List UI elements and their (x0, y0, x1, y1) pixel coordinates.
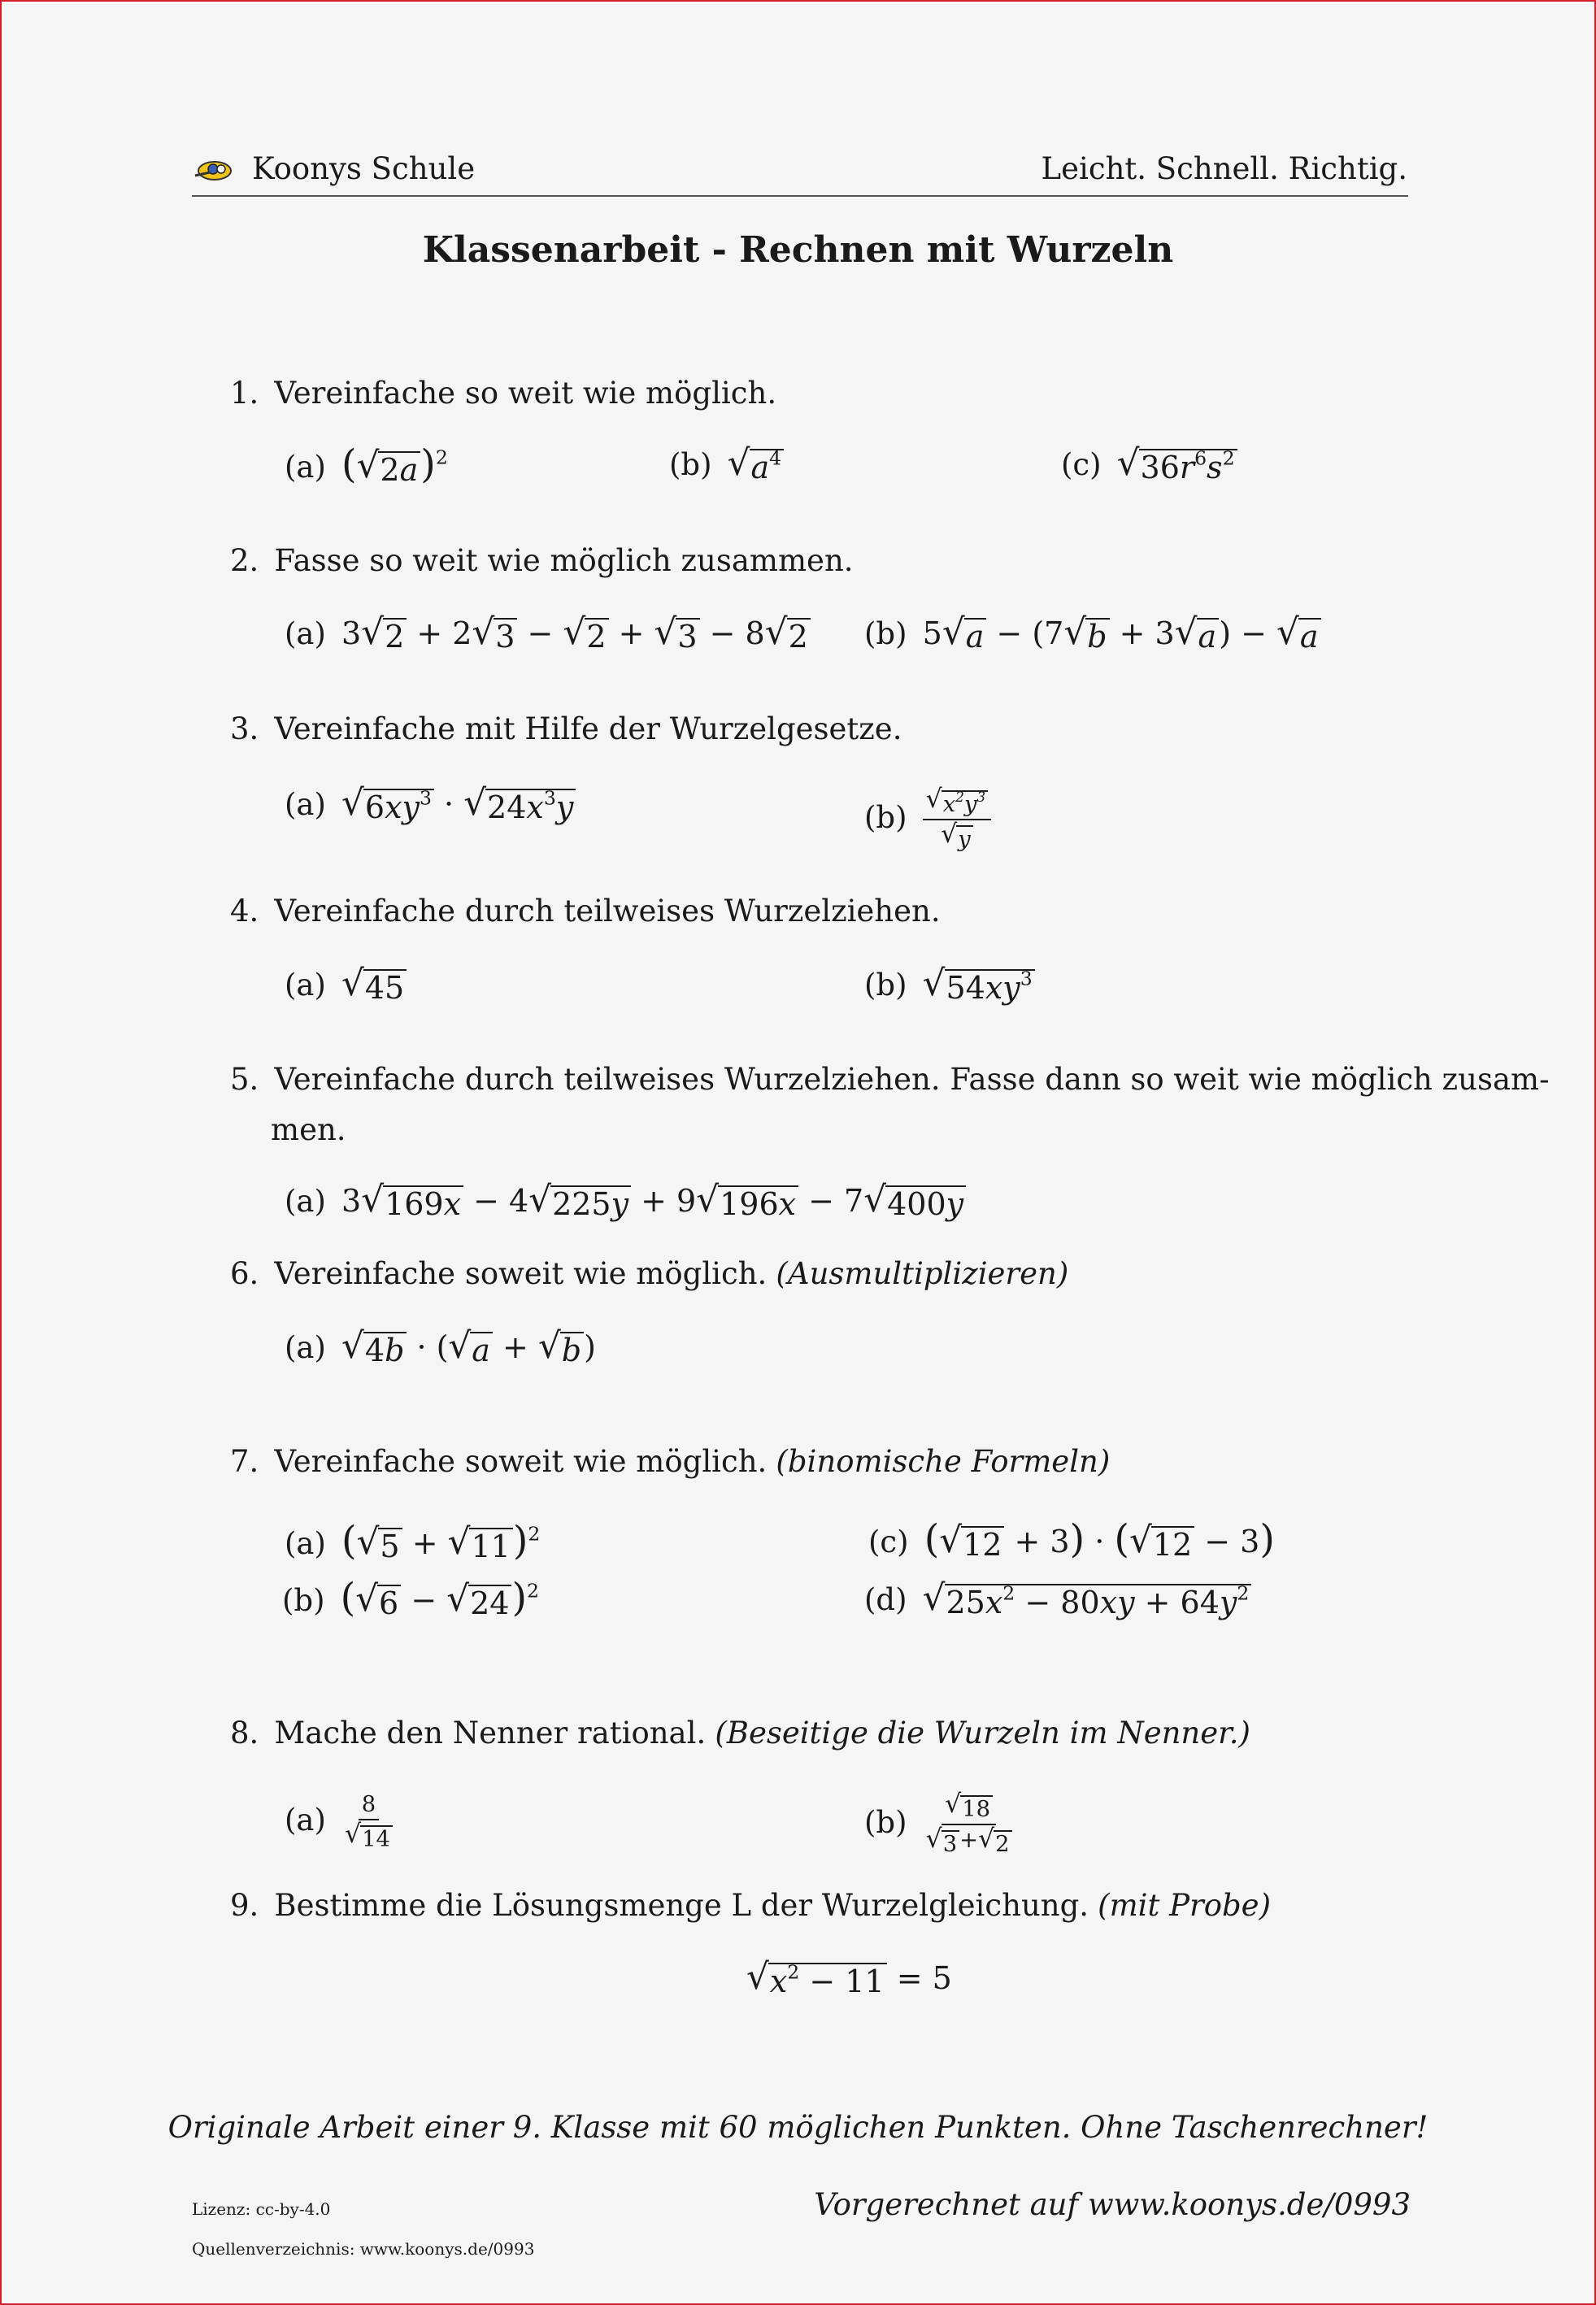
task-label: (a) (285, 787, 326, 822)
question-hint: (Beseitige die Wurzeln im Nenner.) (715, 1716, 1250, 1750)
task-label: (b) (669, 447, 712, 482)
question-9 (230, 1888, 1271, 1923)
question-3 (230, 711, 902, 746)
question-hint: (mit Probe) (1098, 1888, 1271, 1923)
question-text: Fasse so weit wie möglich zusammen. (274, 543, 854, 578)
task-label: (b) (282, 1583, 325, 1618)
task-7b: (b) ( √ 6 − √ 24 )$^2$ (282, 1576, 539, 1621)
task-1b: (b) √ $a^4$ (669, 446, 784, 486)
task-6a: (a) √ 4b · ( √ a + √ b ) (285, 1325, 596, 1368)
question-6 (230, 1256, 1068, 1291)
task-label: (a) (285, 1184, 326, 1219)
header-left (192, 151, 475, 186)
task-label: (c) (1061, 447, 1102, 482)
task-label: (d) (864, 1582, 907, 1617)
koonys-logo-icon (192, 153, 234, 185)
question-hint: (binomische Formeln) (776, 1444, 1111, 1479)
task-2b: (b) 5 √ a − (7 √ b + 3 √ a ) − √ a (864, 615, 1321, 655)
question-4 (230, 894, 941, 929)
task-4a: (a) √ 45 (285, 966, 407, 1007)
question-number: 8. (230, 1716, 259, 1750)
question-text: Bestimme die Lösungsmenge L der Wurzelgleichung. (274, 1888, 1089, 1923)
task-label: (b) (864, 799, 907, 835)
footer-note: Originale Arbeit einer 9. Klasse mit 60 möglichen Punkten. Ohne Taschenrechner! (167, 2110, 1429, 2145)
header-rule (192, 195, 1408, 197)
task-5a: (a) 3 √ 169x − 4 √ 225y + 9 √ 196x − 7 √ 400y (285, 1182, 966, 1223)
question-7 (230, 1444, 1110, 1479)
task-label: (a) (285, 616, 326, 651)
question-text: Vereinfache mit Hilfe der Wurzelgesetze. (274, 711, 902, 746)
task-3b: (b) √ $x^2y^3$ √ y (864, 787, 991, 853)
task-label: (a) (285, 450, 326, 485)
task-8a: (a) 8 √ 14 (285, 1792, 396, 1853)
question-number: 4. (230, 894, 259, 929)
question-number: 5. (230, 1062, 259, 1097)
question-text: Vereinfache durch teilweises Wurzelziehen. Fasse dann so weit wie möglich zusam- (274, 1062, 1550, 1097)
question-5-continued: men. (271, 1112, 346, 1147)
task-label: (a) (285, 968, 326, 1002)
task-label: (b) (864, 616, 907, 651)
task-2a: (a) 3 √ 2 + 2 √ 3 − √ 2 + √ 3 − 8 √ 2 (285, 615, 811, 655)
solution-link[interactable]: Vorgerechnet auf www.koonys.de/0993 (814, 2187, 1411, 2222)
question-hint: (Ausmultiplizieren) (776, 1256, 1069, 1291)
question-text: Vereinfache durch teilweises Wurzelziehen. (274, 894, 941, 929)
task-label: (a) (285, 1526, 326, 1561)
task-7c: (c) ( √ 12 + 3) · ( √ 12 − 3) (868, 1517, 1275, 1563)
task-1c: (c) √ $36r^6s^2$ (1061, 446, 1237, 486)
task-8b: (b) √ 18 √ 3 + √ 2 (864, 1792, 1015, 1858)
equation-9: √ $x^2 - 11$ = 5 (746, 1956, 952, 1999)
task-4b: (b) √ $54xy^3$ (864, 966, 1035, 1007)
question-2 (230, 543, 854, 578)
license-text: Lizenz: cc-by-4.0 (192, 2199, 331, 2219)
question-number: 9. (230, 1888, 259, 1923)
task-7a: (a) ( √ 5 + √ 11 )$^2$ (285, 1519, 541, 1564)
question-text: Vereinfache soweit wie möglich. (274, 1256, 768, 1291)
question-text: Vereinfache soweit wie möglich. (274, 1444, 768, 1479)
task-3a: (a) √ $6xy^3$ · √ $24x^3y$ (285, 785, 576, 826)
slogan: Leicht. Schnell. Richtig. (1041, 151, 1407, 186)
question-text: Vereinfache so weit wie möglich. (274, 376, 777, 411)
question-text: Mache den Nenner rational. (274, 1716, 707, 1750)
sources-text: Quellenverzeichnis: www.koonys.de/0993 (192, 2239, 535, 2259)
school-name: Koonys Schule (252, 151, 476, 186)
page-title: Klassenarbeit - Rechnen mit Wurzeln (422, 229, 1174, 271)
question-5 (230, 1062, 1550, 1097)
question-1 (230, 376, 776, 411)
question-number: 2. (230, 543, 259, 578)
task-label: (c) (868, 1524, 909, 1559)
task-label: (a) (285, 1330, 326, 1365)
question-number: 3. (230, 711, 259, 746)
question-number: 1. (230, 376, 259, 411)
task-label: (b) (864, 968, 907, 1002)
question-8 (230, 1716, 1250, 1750)
question-number: 7. (230, 1444, 259, 1479)
task-7d: (d) √ $25x^2 - 80xy + 64y^2$ (864, 1581, 1251, 1621)
task-label: (b) (864, 1804, 907, 1840)
task-label: (a) (285, 1802, 326, 1837)
task-1a: (a) ( √ 2a )$^2$ (285, 442, 448, 488)
question-number: 6. (230, 1256, 259, 1291)
